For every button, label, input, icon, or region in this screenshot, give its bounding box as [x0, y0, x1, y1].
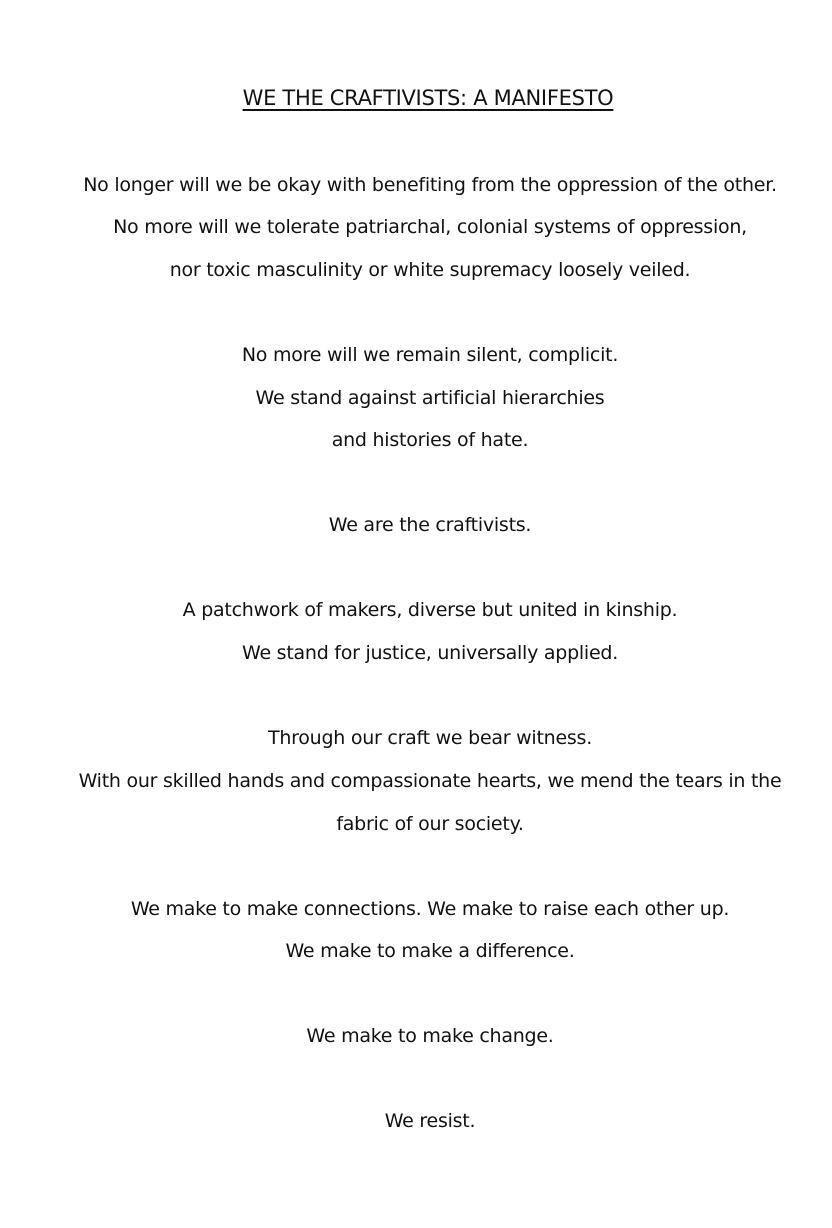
manifesto-line: and histories of hate. [331, 429, 529, 451]
page-title: WE THE CRAFTIVISTS: A MANIFESTO [242, 86, 614, 110]
manifesto-line: We make to make connections. We make to raise each other up. [130, 898, 730, 920]
manifesto-line: No more will we tolerate patriarchal, colonial systems of oppression, [113, 216, 747, 238]
manifesto-line: fabric of our society. [336, 813, 524, 835]
manifesto-line: We are the craftivists. [328, 514, 532, 536]
manifesto-line: With our skilled hands and compassionate hearts, we mend the tears in the [78, 770, 782, 792]
manifesto-line: No longer will we be okay with benefiting from the oppression of the other. [83, 174, 777, 196]
manifesto-line: We stand against artificial hierarchies [255, 387, 605, 409]
manifesto-line: We resist. [384, 1110, 476, 1132]
manifesto-line: We make to make change. [306, 1025, 554, 1047]
manifesto-line: We stand for justice, universally applied. [242, 642, 618, 664]
manifesto-line: A patchwork of makers, diverse but united in kinship. [182, 599, 678, 621]
manifesto-line: nor toxic masculinity or white supremacy loosely veiled. [169, 259, 691, 281]
manifesto-line: We make to make a difference. [285, 940, 575, 962]
manifesto-line: No more will we remain silent, complicit. [241, 344, 619, 366]
manifesto-line: Through our craft we bear witness. [268, 727, 592, 749]
